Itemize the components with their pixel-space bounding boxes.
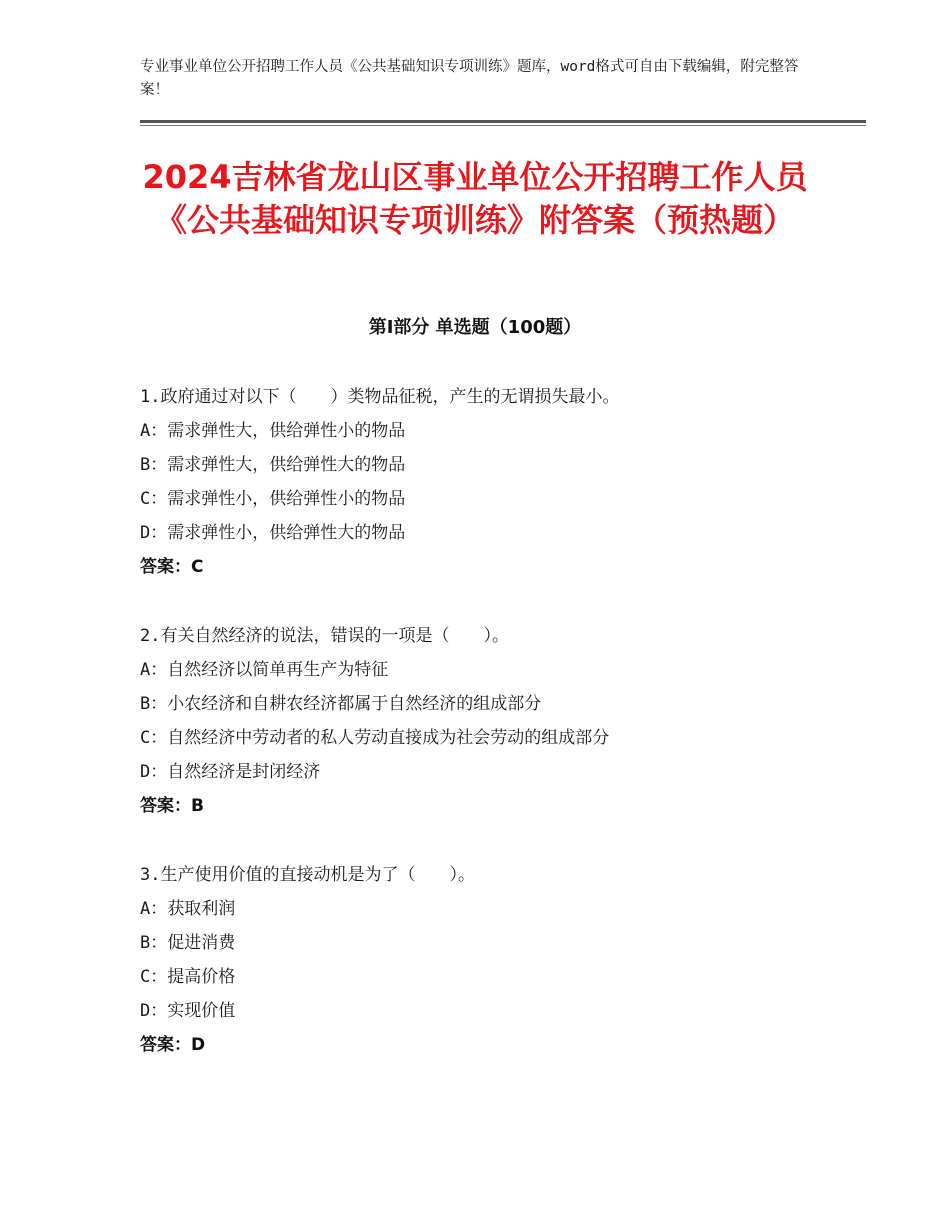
question-1 — [140, 380, 840, 584]
option-a: A：自然经济以简单再生产为特征 — [140, 660, 389, 680]
answer: 答案：D — [140, 1035, 206, 1055]
option-a: A：获取利润 — [140, 899, 236, 919]
option-d: D：自然经济是封闭经济 — [140, 762, 321, 782]
section-heading: 第Ⅰ部分 单选题（100题） — [368, 317, 582, 338]
answer: 答案：B — [140, 796, 204, 816]
option-c: C：需求弹性小，供给弹性小的物品 — [140, 489, 406, 509]
option-b: B：需求弹性大，供给弹性大的物品 — [140, 455, 406, 475]
option-c: C：自然经济中劳动者的私人劳动直接成为社会劳动的组成部分 — [140, 728, 610, 748]
question-stem: 2.有关自然经济的说法，错误的一项是（ ）。 — [140, 626, 509, 646]
option-c: C：提高价格 — [140, 967, 236, 987]
option-a: A：需求弹性大，供给弹性小的物品 — [140, 421, 406, 441]
header-rule-thin — [140, 125, 866, 126]
document-title: 2024吉林省龙山区事业单位公开招聘工作人员《公共基础知识专项训练》附答案（预热题） — [142, 158, 808, 239]
option-d: D：需求弹性小，供给弹性大的物品 — [140, 523, 406, 543]
header-note: 专业事业单位公开招聘工作人员《公共基础知识专项训练》题库，word格式可自由下载编辑，附完整答案！ — [140, 59, 799, 98]
answer: 答案：C — [140, 557, 204, 577]
question-stem: 3.生产使用价值的直接动机是为了（ ）。 — [140, 865, 475, 885]
option-d: D：实现价值 — [140, 1001, 236, 1021]
option-b: B：小农经济和自耕农经济都属于自然经济的组成部分 — [140, 694, 542, 714]
header-rule — [140, 120, 866, 123]
option-b: B：促进消费 — [140, 933, 236, 953]
question-3 — [140, 858, 840, 1062]
question-2 — [140, 619, 840, 823]
question-stem: 1.政府通过对以下（ ）类物品征税，产生的无谓损失最小。 — [140, 387, 620, 407]
